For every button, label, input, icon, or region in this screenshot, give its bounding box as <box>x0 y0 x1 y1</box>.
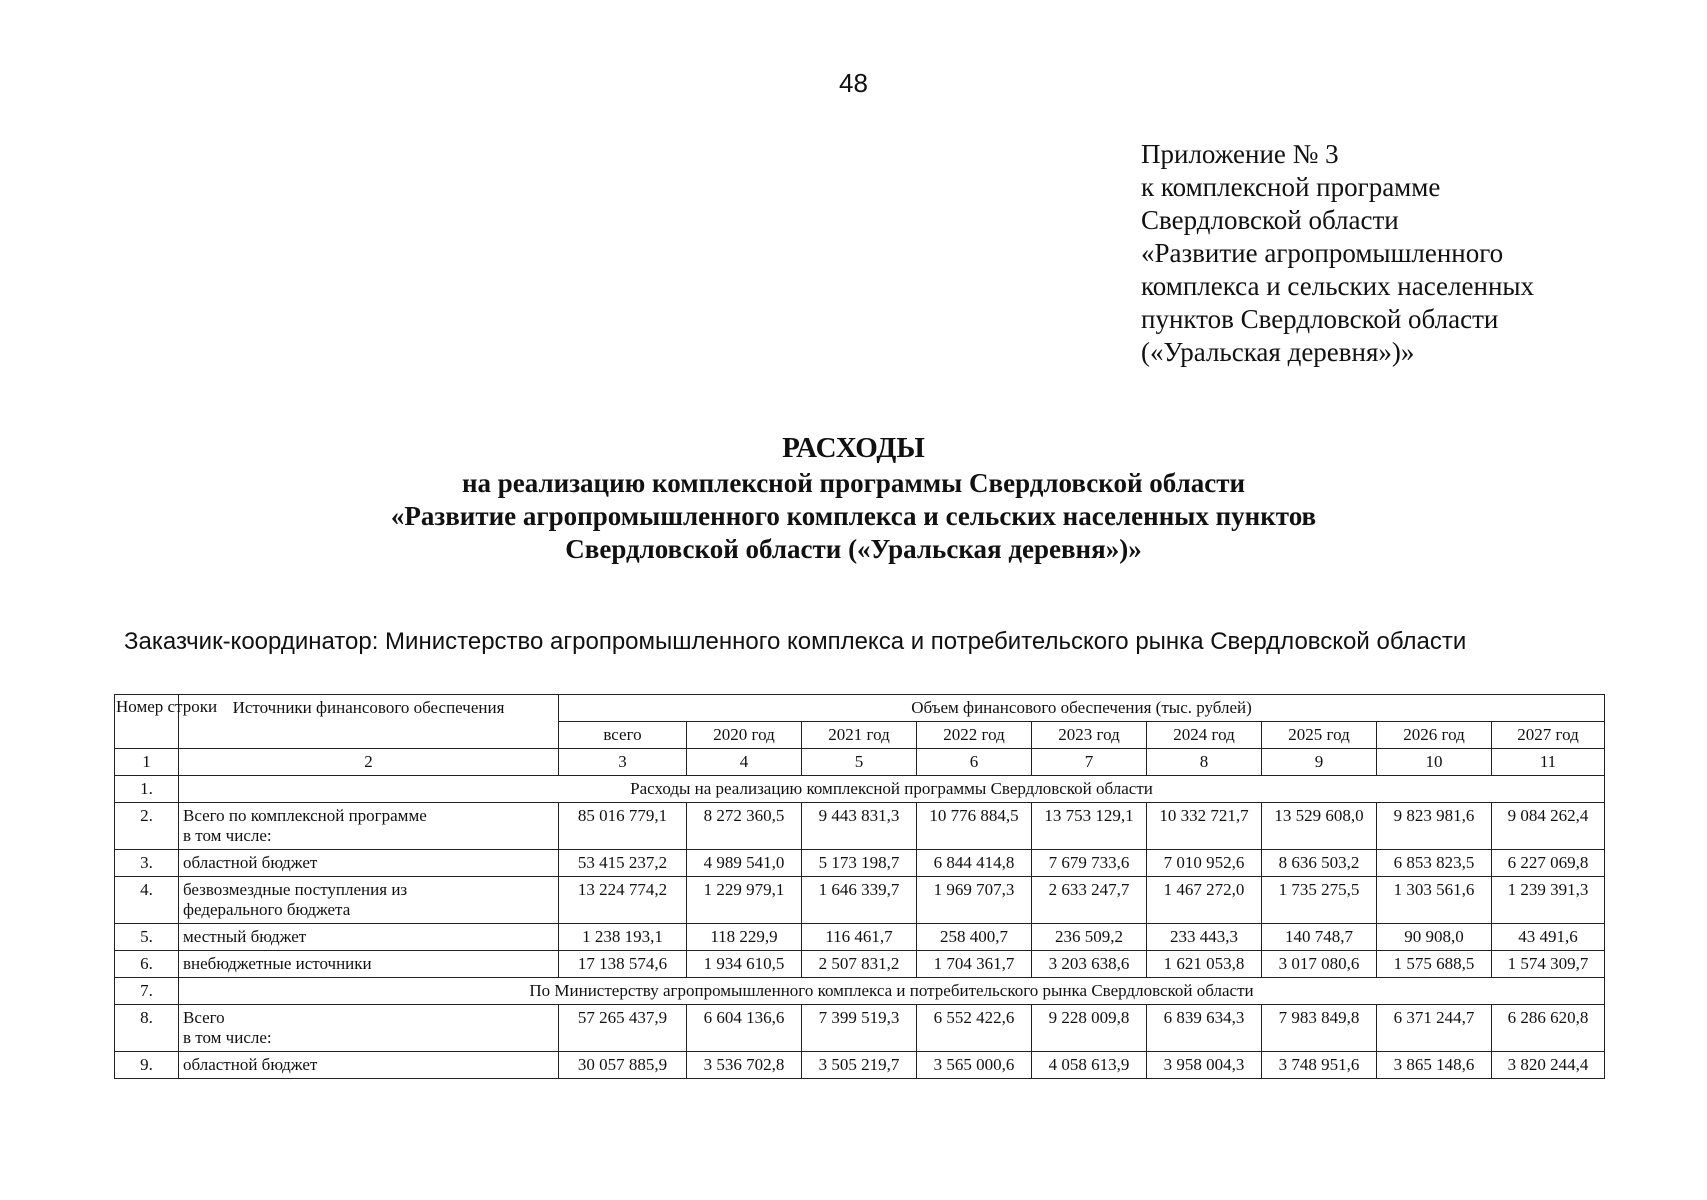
header-year: 2024 год <box>1147 722 1262 749</box>
value-cell: 9 443 831,3 <box>802 803 917 850</box>
row-number: 6. <box>115 951 179 978</box>
appendix-note <box>1141 138 1534 369</box>
source-label-cell <box>179 924 559 951</box>
value-cell: 3 958 004,3 <box>1147 1052 1262 1079</box>
column-number: 9 <box>1262 749 1377 776</box>
row-number: 7. <box>115 978 179 1005</box>
value-cell: 13 529 608,0 <box>1262 803 1377 850</box>
title-line: Свердловской области («Уральская деревня»)» <box>565 534 1142 564</box>
header-source: Источники финансового обеспечения <box>179 695 559 749</box>
table-row <box>115 924 1605 951</box>
value-cell: 2 633 247,7 <box>1032 877 1147 924</box>
source-label: безвозмездные поступления из <box>183 880 408 899</box>
source-label-cell <box>179 877 559 924</box>
value-cell: 3 017 080,6 <box>1262 951 1377 978</box>
header-volume: Объем финансового обеспечения (тыс. рублей) <box>559 695 1605 722</box>
value-cell: 1 467 272,0 <box>1147 877 1262 924</box>
value-cell: 53 415 237,2 <box>559 850 687 877</box>
value-cell: 1 934 610,5 <box>687 951 802 978</box>
header-row <box>115 695 1605 722</box>
document-title <box>0 432 1707 566</box>
value-cell: 1 735 275,5 <box>1262 877 1377 924</box>
column-number: 3 <box>559 749 687 776</box>
source-label-cell <box>179 951 559 978</box>
table-row <box>115 803 1605 850</box>
value-cell: 10 332 721,7 <box>1147 803 1262 850</box>
value-cell: 7 679 733,6 <box>1032 850 1147 877</box>
appendix-line: пунктов Свердловской области <box>1141 304 1499 334</box>
row-number: 8. <box>115 1005 179 1052</box>
value-cell: 2 507 831,2 <box>802 951 917 978</box>
value-cell: 9 084 262,4 <box>1492 803 1605 850</box>
source-label-cell <box>179 1052 559 1079</box>
value-cell: 3 203 638,6 <box>1032 951 1147 978</box>
row-number: 5. <box>115 924 179 951</box>
column-number: 7 <box>1032 749 1147 776</box>
table-row <box>115 1005 1605 1052</box>
header-year: 2022 год <box>917 722 1032 749</box>
source-label: внебюджетные источники <box>183 954 372 973</box>
row-number: 4. <box>115 877 179 924</box>
value-cell: 6 853 823,5 <box>1377 850 1492 877</box>
value-cell: 9 823 981,6 <box>1377 803 1492 850</box>
value-cell: 3 820 244,4 <box>1492 1052 1605 1079</box>
value-cell: 140 748,7 <box>1262 924 1377 951</box>
value-cell: 1 239 391,3 <box>1492 877 1605 924</box>
value-cell: 6 604 136,6 <box>687 1005 802 1052</box>
value-cell: 1 704 361,7 <box>917 951 1032 978</box>
column-number: 1 <box>115 749 179 776</box>
value-cell: 17 138 574,6 <box>559 951 687 978</box>
source-sublabel: федерального бюджета <box>183 900 351 919</box>
header-year: 2023 год <box>1032 722 1147 749</box>
value-cell: 13 753 129,1 <box>1032 803 1147 850</box>
column-number: 6 <box>917 749 1032 776</box>
page-number: 48 <box>839 68 868 98</box>
header-row-number: Номер строки <box>115 695 179 749</box>
value-cell: 7 399 519,3 <box>802 1005 917 1052</box>
value-cell: 6 227 069,8 <box>1492 850 1605 877</box>
header-year: 2021 год <box>802 722 917 749</box>
header-year: 2020 год <box>687 722 802 749</box>
title-line: на реализацию комплексной программы Свердловской области <box>461 468 1246 498</box>
value-cell: 6 371 244,7 <box>1377 1005 1492 1052</box>
value-cell: 3 748 951,6 <box>1262 1052 1377 1079</box>
value-cell: 85 016 779,1 <box>559 803 687 850</box>
value-cell: 6 552 422,6 <box>917 1005 1032 1052</box>
row-number: 9. <box>115 1052 179 1079</box>
header-year: 2026 год <box>1377 722 1492 749</box>
column-number: 10 <box>1377 749 1492 776</box>
value-cell: 1 646 339,7 <box>802 877 917 924</box>
value-cell: 7 010 952,6 <box>1147 850 1262 877</box>
source-label: Всего по комплексной программе <box>183 806 427 825</box>
appendix-line: Приложение № 3 <box>1141 139 1339 169</box>
source-label: Всего <box>183 1008 225 1027</box>
customer-coordinator: Заказчик-координатор: Министерство агропромышленного комплекса и потребительского рынка Свердловской области <box>124 628 1467 655</box>
value-cell: 9 228 009,8 <box>1032 1005 1147 1052</box>
appendix-line: «Развитие агропромышленного <box>1141 238 1504 268</box>
source-label-cell <box>179 850 559 877</box>
source-label: областной бюджет <box>183 1055 318 1074</box>
section-row <box>115 978 1605 1005</box>
value-cell: 1 229 979,1 <box>687 877 802 924</box>
source-label-cell <box>179 803 559 850</box>
value-cell: 3 505 219,7 <box>802 1052 917 1079</box>
value-cell: 43 491,6 <box>1492 924 1605 951</box>
value-cell: 10 776 884,5 <box>917 803 1032 850</box>
value-cell: 3 536 702,8 <box>687 1052 802 1079</box>
header-year: 2025 год <box>1262 722 1377 749</box>
title-main: РАСХОДЫ <box>782 432 925 464</box>
appendix-line: комплекса и сельских населенных <box>1141 271 1535 301</box>
value-cell: 1 621 053,8 <box>1147 951 1262 978</box>
header-year: всего <box>559 722 687 749</box>
expenses-table <box>114 694 1605 1079</box>
column-number: 4 <box>687 749 802 776</box>
value-cell: 8 636 503,2 <box>1262 850 1377 877</box>
section-title: Расходы на реализацию комплексной программы Свердловской области <box>179 776 1605 803</box>
value-cell: 236 509,2 <box>1032 924 1147 951</box>
value-cell: 233 443,3 <box>1147 924 1262 951</box>
value-cell: 4 989 541,0 <box>687 850 802 877</box>
source-label-cell <box>179 1005 559 1052</box>
column-numbers-row <box>115 749 1605 776</box>
section-title: По Министерству агропромышленного комплекса и потребительского рынка Свердловской области <box>179 978 1605 1005</box>
column-number: 5 <box>802 749 917 776</box>
value-cell: 6 844 414,8 <box>917 850 1032 877</box>
value-cell: 8 272 360,5 <box>687 803 802 850</box>
header-year: 2027 год <box>1492 722 1605 749</box>
value-cell: 7 983 849,8 <box>1262 1005 1377 1052</box>
source-sublabel: в том числе: <box>183 1028 272 1047</box>
value-cell: 90 908,0 <box>1377 924 1492 951</box>
value-cell: 1 969 707,3 <box>917 877 1032 924</box>
value-cell: 3 865 148,6 <box>1377 1052 1492 1079</box>
section-row <box>115 776 1605 803</box>
value-cell: 1 574 309,7 <box>1492 951 1605 978</box>
table-row <box>115 951 1605 978</box>
value-cell: 57 265 437,9 <box>559 1005 687 1052</box>
value-cell: 30 057 885,9 <box>559 1052 687 1079</box>
value-cell: 1 575 688,5 <box>1377 951 1492 978</box>
value-cell: 13 224 774,2 <box>559 877 687 924</box>
row-number: 2. <box>115 803 179 850</box>
value-cell: 116 461,7 <box>802 924 917 951</box>
value-cell: 1 238 193,1 <box>559 924 687 951</box>
value-cell: 258 400,7 <box>917 924 1032 951</box>
source-sublabel: в том числе: <box>183 826 272 845</box>
table-row <box>115 850 1605 877</box>
appendix-line: Свердловской области <box>1141 205 1399 235</box>
column-number: 2 <box>179 749 559 776</box>
table-body <box>115 776 1605 1079</box>
column-number: 11 <box>1492 749 1605 776</box>
row-number: 1. <box>115 776 179 803</box>
table-row <box>115 1052 1605 1079</box>
appendix-line: к комплексной программе <box>1141 172 1441 202</box>
value-cell: 1 303 561,6 <box>1377 877 1492 924</box>
value-cell: 6 286 620,8 <box>1492 1005 1605 1052</box>
value-cell: 3 565 000,6 <box>917 1052 1032 1079</box>
value-cell: 4 058 613,9 <box>1032 1052 1147 1079</box>
table-row <box>115 877 1605 924</box>
source-label: областной бюджет <box>183 853 318 872</box>
column-number: 8 <box>1147 749 1262 776</box>
source-label: местный бюджет <box>183 927 307 946</box>
value-cell: 5 173 198,7 <box>802 850 917 877</box>
row-number: 3. <box>115 850 179 877</box>
appendix-line: («Уральская деревня»)» <box>1141 337 1415 367</box>
title-line: «Развитие агропромышленного комплекса и сельских населенных пунктов <box>390 501 1317 531</box>
value-cell: 118 229,9 <box>687 924 802 951</box>
value-cell: 6 839 634,3 <box>1147 1005 1262 1052</box>
